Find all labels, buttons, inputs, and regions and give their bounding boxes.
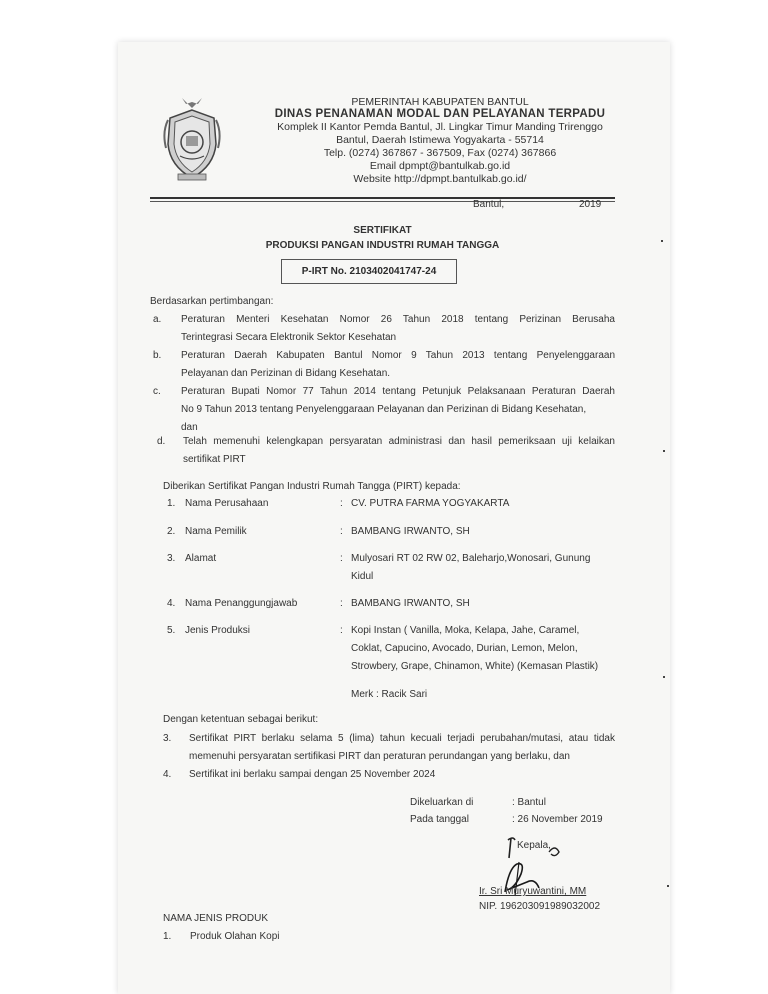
scan-speck [663,676,665,678]
field-3-number: 3. [167,553,176,564]
date-year: 2019 [579,199,602,210]
issued-date-label: Pada tanggal [410,814,469,825]
consideration-c-line2: No 9 Tahun 2013 tentang Penyelenggaraan Pelayanan dan Perizinan di Bidang Kesehatan, [181,404,587,415]
consideration-d-line2: sertifikat PIRT [183,454,246,465]
field-production-value-line3: Strowbery, Grape, Chinamon, White) (Kemasan Plastik) [351,661,599,672]
field-1-number: 1. [167,498,176,509]
pirt-number-box: P-IRT No. 2103402041747-24 [281,259,457,284]
issued-date-value: : 26 November 2019 [512,814,603,825]
issued-at-label: Dikeluarkan di [410,797,474,808]
header-rule-thin [150,201,615,202]
consideration-b-line2: Pelayanan dan Perizinan di Bidang Kesehatan. [181,368,391,379]
header-agency: DINAS PENANAMAN MODAL DAN PELAYANAN TERPADU [274,108,606,120]
scan-speck [661,240,663,242]
field-address-value-line2: Kidul [351,571,374,582]
given-intro: Diberikan Sertifikat Pangan Industri Rumah Tangga (PIRT) kepada: [163,481,461,492]
product-1-name: Produk Olahan Kopi [190,931,280,942]
field-company-colon: : [340,498,343,509]
condition-3-number: 3. [163,733,172,744]
field-production-colon: : [340,625,343,636]
consideration-d-label: d. [157,436,166,447]
header-government: PEMERINTAH KABUPATEN BANTUL [351,96,529,108]
conditions-intro: Dengan ketentuan sebagai berikut: [163,714,319,725]
field-production-label: Jenis Produksi [185,625,251,636]
consideration-a-label: a. [153,314,162,325]
field-responsible-label: Nama Penanggungjawab [185,598,298,609]
certificate-title: SERTIFIKAT [353,225,412,236]
condition-3-line2: memenuhi persyaratan sertifikasi PIRT dan peraturan perundangan yang berlaku, dan [189,751,570,762]
field-5-number: 5. [167,625,176,636]
consideration-c-label: c. [153,386,161,397]
date-place: Bantul, [473,199,505,210]
considerations-intro: Berdasarkan pertimbangan: [150,296,274,307]
signatory-role: Kepala, [517,840,551,851]
product-1-number: 1. [163,931,172,942]
product-list-heading: NAMA JENIS PRODUK [163,913,269,924]
bantul-coat-of-arms-logo [160,92,224,188]
certificate-subtitle: PRODUKSI PANGAN INDUSTRI RUMAH TANGGA [265,240,500,251]
header-address: Komplek II Kantor Pemda Bantul, Jl. Lingkar Timur Manding Trirenggo [277,121,603,133]
field-production-value-line1: Kopi Instan ( Vanilla, Moka, Kelapa, Jahe, Caramel, [351,625,580,636]
consideration-c-line3: dan [181,422,198,433]
header-city: Bantul, Daerah Istimewa Yogyakarta - 55714 [336,134,544,146]
field-responsible-value: BAMBANG IRWANTO, SH [351,598,470,609]
field-owner-colon: : [340,526,343,537]
scan-speck [667,885,669,887]
field-production-value-line2: Coklat, Capucino, Avocado, Durian, Lemon, Melon, [351,643,578,654]
consideration-b-line1: Peraturan Daerah Kabupaten Bantul Nomor 9 Tahun 2013 tentang Penyelenggaraan [181,350,615,361]
header-phone: Telp. (0274) 367867 - 367509, Fax (0274) 367866 [323,147,557,159]
field-2-number: 2. [167,526,176,537]
consideration-b-label: b. [153,350,162,361]
header-email: Email dpmpt@bantulkab.go.id [369,160,511,172]
field-company-value: CV. PUTRA FARMA YOGYAKARTA [351,498,510,509]
field-responsible-colon: : [340,598,343,609]
condition-4-number: 4. [163,769,172,780]
field-company-label: Nama Perusahaan [185,498,269,509]
field-owner-label: Nama Pemilik [185,526,247,537]
consideration-a-line1: Peraturan Menteri Kesehatan Nomor 26 Tahun 2018 tentang Perizinan Berusaha [181,314,615,325]
issued-at-value: : Bantul [512,797,546,808]
consideration-c-line1: Peraturan Bupati Nomor 77 Tahun 2014 tentang Petunjuk Pelaksanaan Peraturan Daerah [181,386,615,397]
field-address-value-line1: Mulyosari RT 02 RW 02, Baleharjo,Wonosari, Gunung [351,553,591,564]
field-owner-value: BAMBANG IRWANTO, SH [351,526,470,537]
scan-speck [663,450,665,452]
header-website: Website http://dpmpt.bantulkab.go.id/ [353,173,527,185]
field-address-colon: : [340,553,343,564]
consideration-a-line2: Terintegrasi Secara Elektronik Sektor Kesehatan [181,332,397,343]
condition-3-line1: Sertifikat PIRT berlaku selama 5 (lima) tahun kecuali terjadi perubahan/mutasi, atau tidak [189,733,615,744]
field-address-label: Alamat [185,553,217,564]
field-4-number: 4. [167,598,176,609]
signatory-name: Ir. Sri Muryuwantini, MM [479,886,587,897]
signatory-nip: NIP. 196203091989032002 [479,901,601,912]
consideration-d-line1: Telah memenuhi kelengkapan persyaratan administrasi dan hasil pemeriksaan uji kelaikan [183,436,615,447]
field-brand: Merk : Racik Sari [351,689,428,700]
condition-4-line1: Sertifikat ini berlaku sampai dengan 25 November 2024 [189,769,436,780]
header-rule [150,197,615,199]
